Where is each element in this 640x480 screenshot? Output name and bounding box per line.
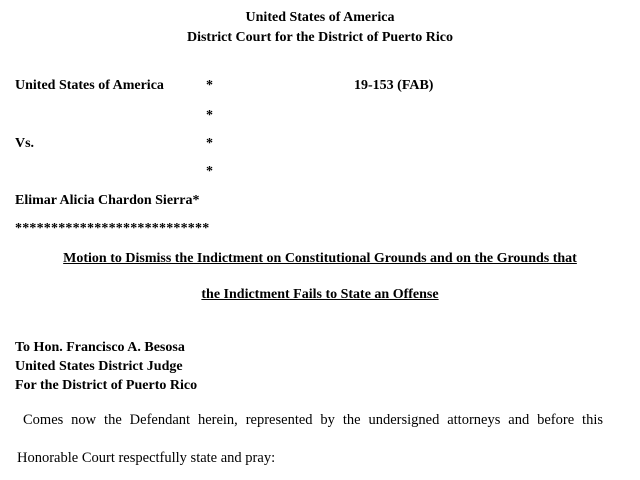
caption-star: * — [206, 108, 213, 123]
caption-star: * — [192, 193, 200, 208]
motion-title-line1: Motion to Dismiss the Indictment on Constitutional Grounds and on the Grounds that — [63, 251, 577, 266]
address-line3: For the District of Puerto Rico — [15, 378, 198, 393]
body-line1: Comes now the Defendant herein, represented by the undersigned attorneys and before this — [23, 412, 603, 428]
versus-label: Vs. — [15, 136, 35, 151]
address-line1: To Hon. Francisco A. Besosa — [15, 340, 185, 355]
caption-star: * — [206, 136, 213, 151]
motion-title-line2: the Indictment Fails to State an Offense — [201, 287, 439, 302]
body-line2: Honorable Court respectfully state and pray: — [17, 450, 276, 466]
plaintiff-name: United States of America — [15, 78, 164, 93]
caption-star: * — [206, 164, 213, 179]
defendant-name: Elimar Alicia Chardon Sierra — [15, 193, 193, 208]
caption-star: * — [206, 78, 213, 93]
caption-divider: *************************** — [15, 221, 210, 236]
address-line2: United States District Judge — [15, 359, 183, 374]
court-header-line1: United States of America — [245, 10, 395, 25]
case-number: 19-153 (FAB) — [354, 78, 434, 93]
defendant-line — [15, 193, 199, 209]
court-header-line2: District Court for the District of Puerto Rico — [186, 30, 454, 45]
